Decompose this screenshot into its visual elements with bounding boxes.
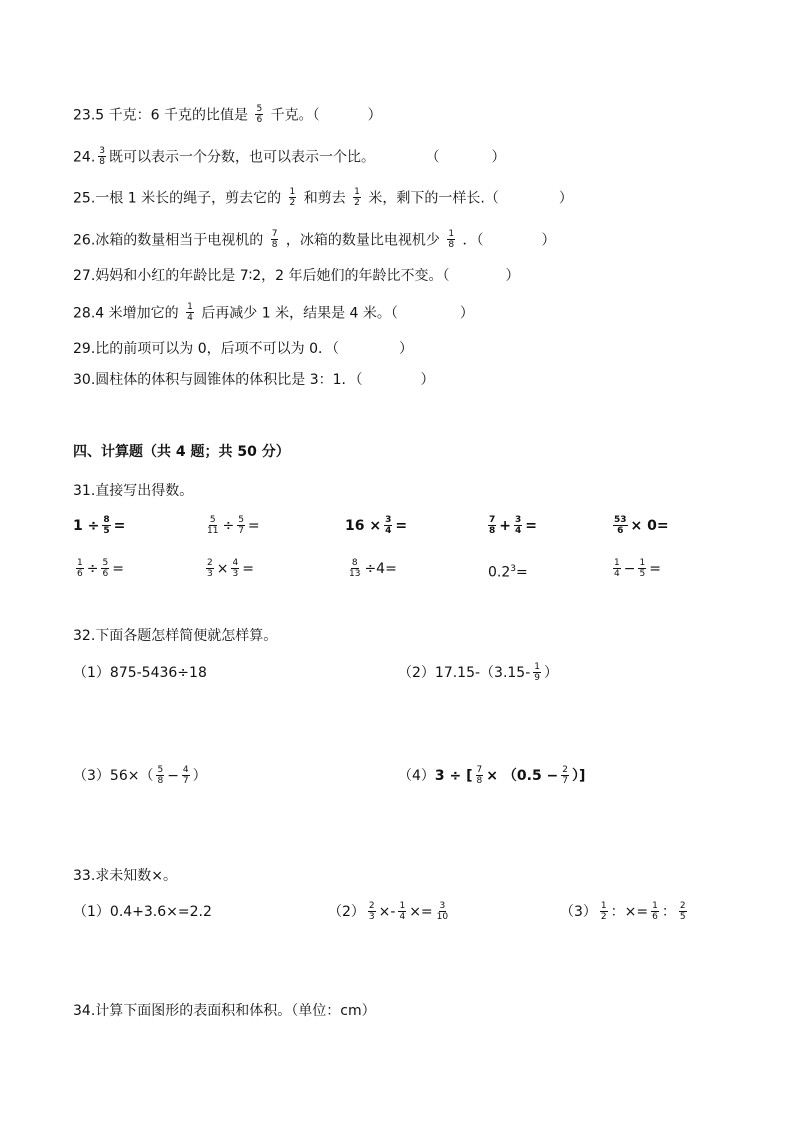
fraction: $\frac{7}{8}$ — [271, 229, 278, 250]
fraction: $\frac{5}{6}$ — [256, 104, 263, 125]
calc-item: $\frac{53}{6}$ × 0= — [614, 514, 669, 536]
calc-item: 16 × $\frac{3}{4}$ = — [345, 514, 408, 536]
calc-item: （2） $\frac{2}{3}$ ×- $\frac{1}{4}$ ×= $\frac{3}{10}$ — [328, 900, 449, 922]
calc-item: （1）0.4+3.6×=2.2 — [73, 904, 212, 920]
calc-item: （3）56×（ $\frac{5}{8}$ − $\frac{4}{7}$ ） — [73, 764, 207, 786]
fraction: $\frac{1}{4}$ — [187, 302, 193, 323]
question-29: 29.比的前项可以为 0，后项不可以为 0．（ ） — [73, 341, 413, 357]
question-25: 25.一根 1 米长的绳子，剪去它的 $\frac{1}{2}$ 和剪去 $\frac{1}{2}$ 米，剩下的一样长.（ ） — [73, 187, 573, 208]
fraction: $\frac{1}{8}$ — [448, 229, 455, 250]
calc-item: $\frac{1}{6}$ ÷ $\frac{5}{6}$ = — [77, 557, 124, 579]
question-32-title: 32.下面各题怎样简便就怎样算。 — [73, 628, 278, 644]
question-33-title: 33.求未知数×。 — [73, 868, 177, 884]
fraction: $\frac{3}{8}$ — [99, 146, 105, 167]
question-24: 24. $\frac{3}{8}$ 既可以表示一个分数，也可以表示一个比。 （ ） — [73, 146, 506, 167]
section-heading: 四、计算题（共 4 题；共 50 分） — [73, 444, 290, 460]
calc-item: $\frac{2}{3}$ × $\frac{4}{3}$ = — [207, 557, 254, 579]
calc-item: 1 ÷ $\frac{8}{5}$ = — [73, 514, 126, 536]
question-31-title: 31.直接写出得数。 — [73, 483, 194, 499]
calc-item: $\frac{7}{8}$ + $\frac{3}{4}$ = — [489, 514, 537, 536]
calc-item: （1）875-5436÷18 — [73, 665, 207, 681]
question-23: 23.5 千克：6 千克的比值是 $\frac{5}{6}$ 千克。（ ） — [73, 104, 382, 125]
question-34-title: 34.计算下面图形的表面积和体积。（单位：cm） — [73, 1003, 376, 1019]
question-30: 30.圆柱体的体积与圆锥体的体积比是 3：1．（ ） — [73, 372, 435, 388]
calc-item: $\frac{5}{11}$ ÷ $\frac{5}{7}$ = — [207, 514, 260, 536]
calc-item: （3） $\frac{1}{2}$ ：×= $\frac{1}{6}$ ： $\frac{2}{5}$ — [560, 900, 686, 922]
calc-item: （4）3 ÷ [ $\frac{7}{8}$ × （0.5 − $\frac{2}{7}$ ）] — [398, 764, 586, 786]
question-26: 26.冰箱的数量相当于电视机的 $\frac{7}{8}$ ，冰箱的数量比电视机少 $\frac{1}{8}$ ．（ ） — [73, 229, 556, 250]
fraction: $\frac{1}{2}$ — [354, 187, 360, 208]
calc-item: （2）17.15-（3.15- $\frac{1}{9}$ ） — [398, 661, 558, 683]
calc-item: $\frac{1}{4}$ − $\frac{1}{5}$ = — [614, 557, 661, 579]
calc-item: $0.2^3=$ — [488, 564, 528, 581]
calc-item: $\frac{8}{13}$ ÷4= — [349, 557, 397, 579]
question-27: 27.妈妈和小红的年龄比是 7∶2，2 年后她们的年龄比不变。（ ） — [73, 268, 520, 284]
fraction: $\frac{1}{2}$ — [289, 187, 296, 208]
question-28: 28.4 米增加它的 $\frac{1}{4}$ 后再减少 1 米，结果是 4 米。（ ） — [73, 302, 474, 323]
